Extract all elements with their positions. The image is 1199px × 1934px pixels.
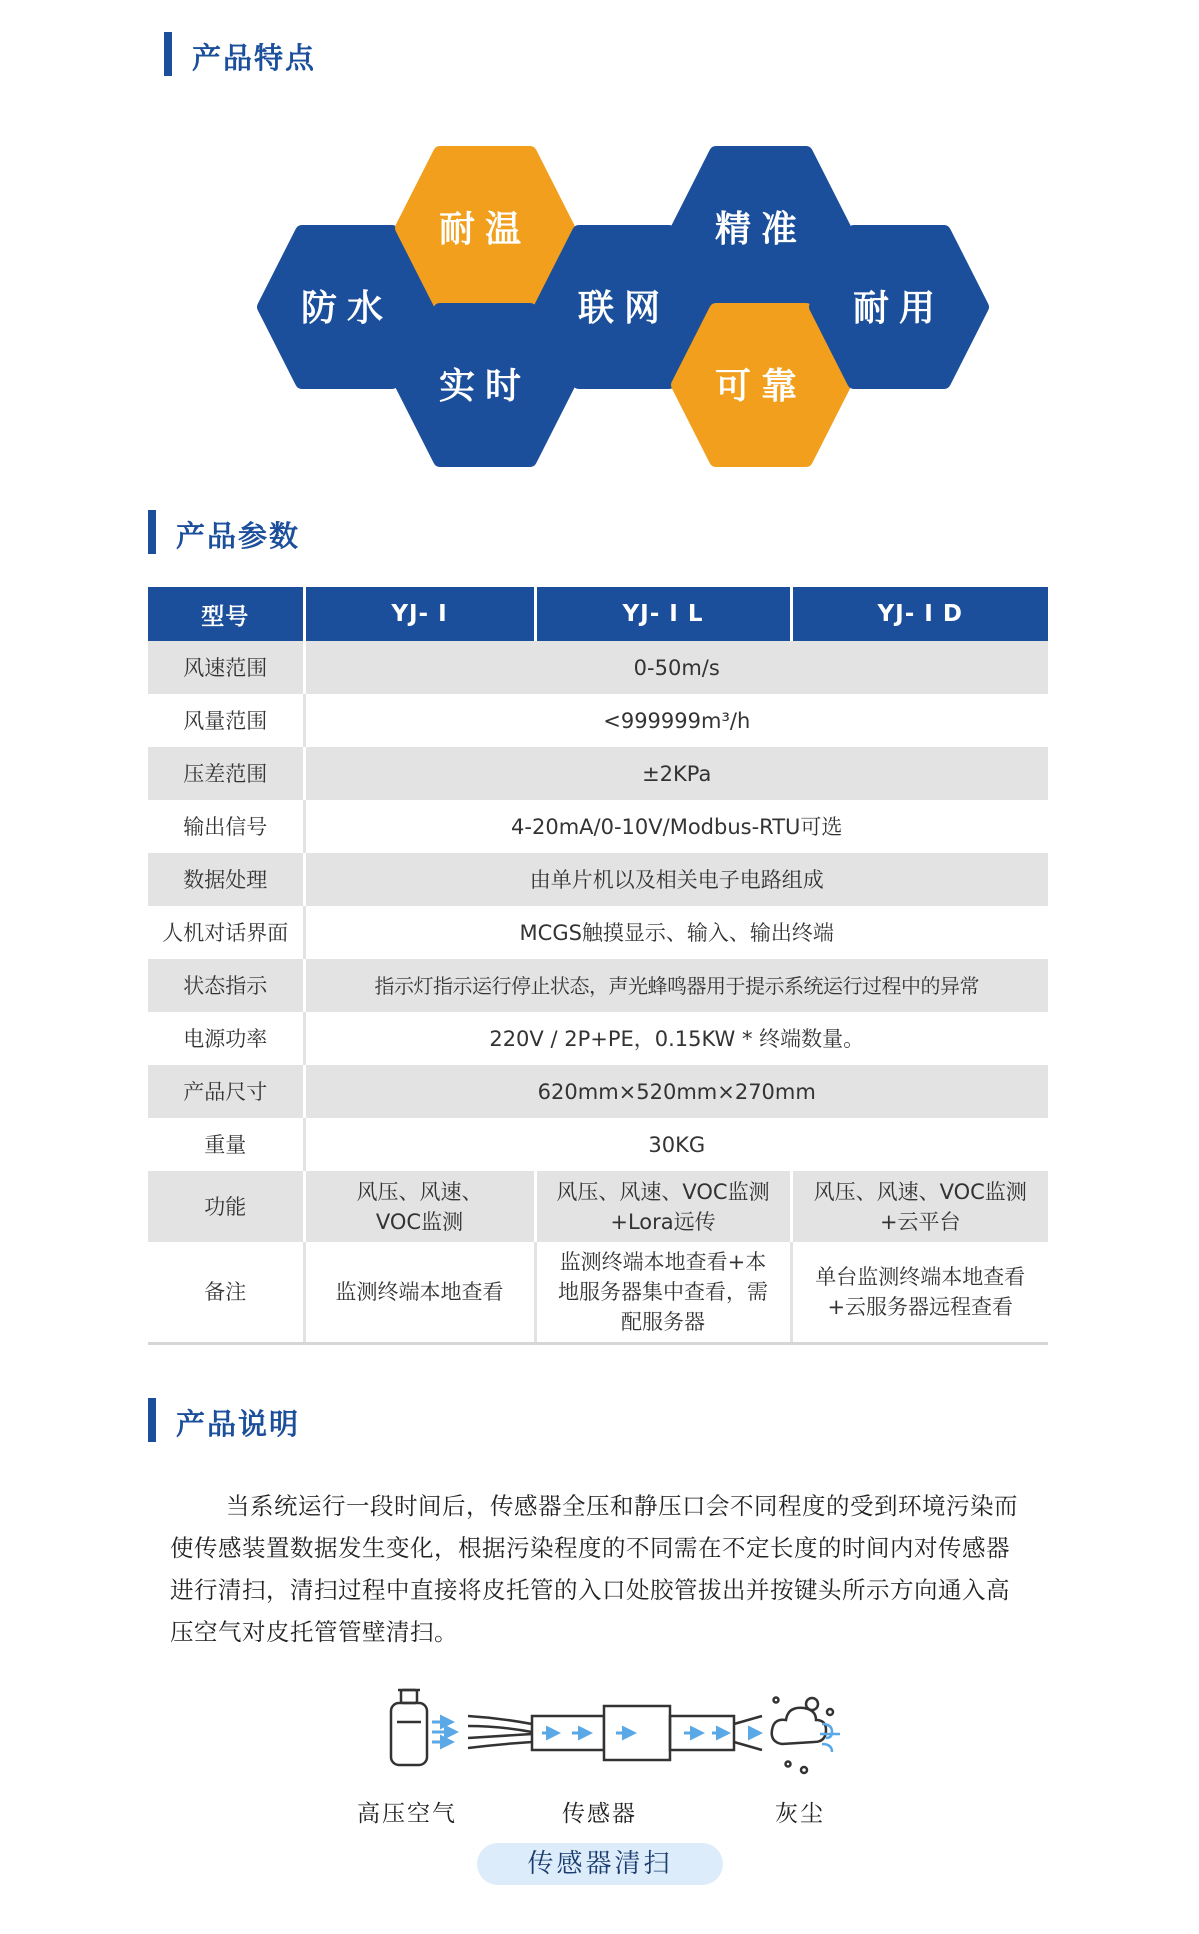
feature-hex-network: [541, 232, 707, 382]
diagram-caption: 传感器清扫: [477, 1843, 723, 1885]
row-value: <999999m³/h: [304, 694, 1048, 747]
row-label: 状态指示: [148, 959, 304, 1012]
sensor-icon: [532, 1706, 734, 1760]
row-label: 输出信号: [148, 800, 304, 853]
note-cell: 监测终端本地查看: [304, 1242, 535, 1344]
feature-label: 联网: [577, 288, 671, 329]
hose-left-icon: [468, 1716, 532, 1748]
table-row: [148, 1118, 1048, 1171]
diagram-label-sensor: 传感器: [562, 1801, 637, 1827]
section-accent-bar: [148, 510, 156, 554]
row-label: 风速范围: [148, 641, 304, 694]
feature-label: 精准: [714, 209, 808, 250]
function-cell: 风压、风速、VOC监测+Lora远传: [535, 1171, 791, 1242]
row-label: 重量: [148, 1118, 304, 1171]
table-header-cell: 型号: [148, 587, 304, 641]
section-title: 产品说明: [176, 1407, 301, 1441]
table-row: [148, 959, 1048, 1012]
row-value: 由单片机以及相关电子电路组成: [304, 853, 1048, 906]
section-title: 产品特点: [192, 41, 317, 75]
table-row: [148, 1012, 1048, 1065]
row-value: 4-20mA/0-10V/Modbus-RTU可选: [304, 800, 1048, 853]
table-header-cell: YJ- I: [304, 587, 535, 641]
row-value: ±2KPa: [304, 747, 1048, 800]
table-row: [148, 800, 1048, 853]
feature-hex-temperature: [402, 153, 568, 303]
description-paragraph: 当系统运行一段时间后，传感器全压和静压口会不同程度的受到环境污染而使传感装置数据发生变化，根据污染程度的不同需在不定长度的时间内对传感器进行清扫，清扫过程中直接将皮托管的入口处胶管拔出并按键头所示方向通入高压空气对皮托管管壁清扫。: [170, 1492, 1018, 1646]
row-label: 数据处理: [148, 853, 304, 906]
note-cell: 单台监测终端本地查看+云服务器远程查看: [791, 1242, 1048, 1344]
feature-label: 可靠: [714, 366, 808, 407]
table-header-cell: YJ- I D: [791, 587, 1048, 641]
feature-hex-precise: [678, 153, 844, 303]
dust-swirl-icon: [820, 1724, 840, 1752]
feature-label: 实时: [438, 366, 532, 407]
feature-hexagons: [0, 0, 1199, 470]
row-label: 压差范围: [148, 747, 304, 800]
table-row-function: [148, 1171, 1048, 1242]
feature-hex-realtime: [402, 310, 568, 460]
diagram-label-dust: 灰尘: [775, 1801, 825, 1827]
function-cell: 风压、风速、VOC监测: [304, 1171, 535, 1242]
note-cell: 监测终端本地查看+本地服务器集中查看，需配服务器: [535, 1242, 791, 1344]
diagram-label-air: 高压空气: [357, 1801, 457, 1827]
row-label: 备注: [148, 1242, 304, 1344]
row-value: 30KG: [304, 1118, 1048, 1171]
hose-right-icon: [734, 1716, 762, 1750]
feature-label: 防水: [300, 288, 394, 329]
air-stream-icon: [432, 1722, 456, 1742]
feature-label: 耐用: [852, 288, 946, 329]
table-row: [148, 1065, 1048, 1118]
dust-cloud-icon: [772, 1698, 833, 1774]
feature-label: 耐温: [438, 209, 532, 250]
table-row-note: [148, 1242, 1048, 1344]
row-value: 指示灯指示运行停止状态，声光蜂鸣器用于提示系统运行过程中的异常: [304, 959, 1048, 1012]
row-label: 人机对话界面: [148, 906, 304, 959]
row-label: 风量范围: [148, 694, 304, 747]
gas-cylinder-icon: [391, 1690, 427, 1765]
feature-hex-waterproof: [264, 232, 430, 382]
function-cell: 风压、风速、VOC监测+云平台: [791, 1171, 1048, 1242]
feature-hex-durable: [816, 232, 982, 382]
row-value: MCGS触摸显示、输入、输出终端: [304, 906, 1048, 959]
section-title: 产品参数: [176, 519, 301, 553]
table-row: [148, 641, 1048, 694]
row-label: 功能: [148, 1171, 304, 1242]
section-accent-bar: [148, 1398, 156, 1442]
table-row: [148, 853, 1048, 906]
table-header-cell: YJ- I L: [535, 587, 791, 641]
row-value: 220V / 2P+PE，0.15KW * 终端数量。: [304, 1012, 1048, 1065]
table-row: [148, 694, 1048, 747]
table-row: [148, 906, 1048, 959]
row-label: 产品尺寸: [148, 1065, 304, 1118]
table-row: [148, 747, 1048, 800]
row-value: 620mm×520mm×270mm: [304, 1065, 1048, 1118]
table-header-row: [148, 587, 1048, 641]
row-label: 电源功率: [148, 1012, 304, 1065]
feature-hex-reliable: [678, 310, 844, 460]
params-table: [148, 587, 1048, 1345]
row-value: 0-50m/s: [304, 641, 1048, 694]
